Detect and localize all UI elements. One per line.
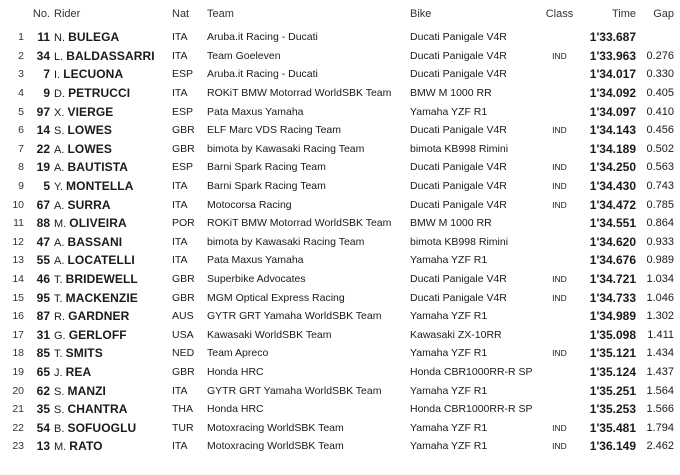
lap-time-cell: 1'34.472	[589, 197, 636, 212]
rider-number-cell: 97	[36, 104, 50, 119]
rider-initial: L.	[54, 50, 64, 63]
rider-initial: X.	[54, 106, 65, 119]
rider-number-cell: 55	[36, 253, 50, 268]
rider-cell	[54, 195, 172, 214]
bike-cell: Yamaha YZF R1	[410, 105, 488, 118]
bike-cell: Yamaha YZF R1	[410, 254, 488, 267]
header-team: Team	[207, 8, 234, 20]
gap-cell: 0.743	[646, 180, 674, 193]
table-row	[0, 84, 680, 103]
rider-cell	[54, 158, 172, 177]
position-cell: 1	[18, 31, 24, 44]
team-cell: bimota by Kawasaki Racing Team	[207, 142, 365, 155]
lap-time-cell: 1'35.124	[589, 364, 636, 379]
rider-initial: D.	[54, 88, 65, 101]
gap-cell: 0.989	[646, 254, 674, 267]
rider-surname: LOCATELLI	[67, 253, 135, 268]
rider-surname: LOWES	[67, 123, 112, 138]
nationality-cell: ITA	[172, 235, 188, 248]
class-cell: IND	[552, 125, 567, 136]
lap-time-cell: 1'33.963	[589, 48, 636, 63]
table-row	[0, 344, 680, 363]
gap-cell: 1.046	[646, 291, 674, 304]
header-no: No.	[32, 8, 50, 20]
rider-surname: BRIDEWELL	[65, 272, 138, 287]
rider-number-cell: 65	[36, 364, 50, 379]
team-cell: Barni Spark Racing Team	[207, 161, 326, 174]
gap-cell: 0.502	[646, 142, 674, 155]
rider-cell	[54, 177, 172, 196]
lap-time-cell: 1'34.676	[589, 253, 636, 268]
header-nat: Nat	[172, 8, 190, 20]
rider-number-cell: 87	[36, 309, 50, 324]
rider-surname: MANZI	[67, 383, 106, 398]
rider-number-cell: 19	[36, 160, 50, 175]
bike-cell: Yamaha YZF R1	[410, 347, 488, 360]
rider-cell	[54, 233, 172, 252]
team-cell: Honda HRC	[207, 403, 264, 416]
rider-number-cell: 22	[36, 141, 50, 156]
table-row	[0, 140, 680, 159]
table-row	[0, 437, 680, 456]
team-cell: Pata Maxus Yamaha	[207, 105, 304, 118]
bike-cell: Ducati Panigale V4R	[410, 180, 507, 193]
table-row	[0, 326, 680, 345]
rider-cell	[54, 28, 172, 47]
nationality-cell: GBR	[172, 124, 195, 137]
nationality-cell: GBR	[172, 273, 195, 286]
rider-number-cell: 34	[36, 48, 50, 63]
gap-cell: 1.794	[646, 421, 674, 434]
rider-cell	[54, 84, 172, 103]
rider-surname: MACKENZIE	[65, 290, 138, 305]
position-cell: 9	[18, 180, 24, 193]
header-rider: Rider	[54, 8, 81, 20]
class-cell: IND	[552, 199, 567, 210]
rider-initial: G.	[54, 329, 66, 342]
gap-cell: 0.864	[646, 217, 674, 230]
table-row	[0, 233, 680, 252]
nationality-cell: GBR	[172, 291, 195, 304]
position-cell: 4	[18, 87, 24, 100]
position-cell: 7	[18, 142, 24, 155]
gap-cell: 1.034	[646, 273, 674, 286]
lap-time-cell: 1'35.253	[589, 402, 636, 417]
class-cell	[541, 381, 578, 400]
position-cell: 2	[18, 49, 24, 62]
rider-initial: T.	[54, 274, 63, 287]
lap-time-cell: 1'34.250	[589, 160, 636, 175]
header-row	[0, 0, 680, 28]
team-cell: Pata Maxus Yamaha	[207, 254, 304, 267]
rider-surname: REA	[65, 364, 92, 379]
rider-initial: M.	[54, 441, 67, 454]
nationality-cell: GBR	[172, 365, 195, 378]
team-cell: Honda HRC	[207, 365, 264, 378]
class-cell	[541, 214, 578, 233]
nationality-cell: POR	[172, 217, 195, 230]
gap-cell: 0.405	[646, 87, 674, 100]
table-row	[0, 121, 680, 140]
team-cell: MGM Optical Express Racing	[207, 291, 345, 304]
class-cell: IND	[552, 274, 567, 285]
rider-initial: A.	[54, 236, 65, 249]
bike-cell: Honda CBR1000RR-R SP	[410, 365, 533, 378]
rider-surname: PETRUCCI	[68, 86, 131, 101]
bike-cell: Ducati Panigale V4R	[410, 31, 507, 44]
class-cell: IND	[552, 50, 567, 61]
team-cell: GYTR GRT Yamaha WorldSBK Team	[207, 384, 382, 397]
class-cell	[541, 307, 578, 326]
class-cell: IND	[552, 441, 567, 452]
team-cell: bimota by Kawasaki Racing Team	[207, 235, 365, 248]
table-row	[0, 28, 680, 47]
nationality-cell: THA	[172, 403, 193, 416]
lap-time-cell: 1'34.097	[589, 104, 636, 119]
rider-number-cell: 5	[43, 179, 50, 194]
gap-cell: 0.330	[646, 68, 674, 81]
table-row	[0, 102, 680, 121]
header-gap: Gap	[653, 8, 674, 20]
rider-surname: MONTELLA	[66, 179, 134, 194]
rider-number-cell: 95	[36, 290, 50, 305]
rider-surname: GARDNER	[68, 309, 130, 324]
rider-cell	[54, 418, 172, 437]
bike-cell: Ducati Panigale V4R	[410, 68, 507, 81]
table-row	[0, 177, 680, 196]
class-cell	[541, 28, 578, 47]
team-cell: Aruba.it Racing - Ducati	[207, 31, 318, 44]
nationality-cell: ITA	[172, 87, 188, 100]
lap-time-cell: 1'35.251	[589, 383, 636, 398]
lap-time-cell: 1'34.017	[589, 67, 636, 82]
team-cell: GYTR GRT Yamaha WorldSBK Team	[207, 310, 382, 323]
class-cell	[541, 140, 578, 159]
class-cell: IND	[552, 181, 567, 192]
rider-cell	[54, 47, 172, 66]
gap-cell: 1.302	[646, 310, 674, 323]
rider-cell	[54, 381, 172, 400]
rider-number-cell: 46	[36, 272, 50, 287]
gap-cell: 0.563	[646, 161, 674, 174]
nationality-cell: ESP	[172, 161, 194, 174]
nationality-cell: AUS	[172, 310, 194, 323]
rider-number-cell: 31	[36, 327, 50, 342]
position-cell: 22	[12, 421, 24, 434]
rider-number-cell: 67	[36, 197, 50, 212]
team-cell: Aruba.it Racing - Ducati	[207, 68, 318, 81]
nationality-cell: ITA	[172, 31, 188, 44]
position-cell: 10	[12, 198, 24, 211]
rider-cell	[54, 363, 172, 382]
header-class: Class	[545, 8, 574, 20]
position-cell: 16	[12, 310, 24, 323]
bike-cell: bimota KB998 Rimini	[410, 235, 509, 248]
position-cell: 3	[18, 68, 24, 81]
rider-number-cell: 13	[36, 439, 50, 454]
rider-number-cell: 88	[36, 216, 50, 231]
gap-cell: 0.933	[646, 235, 674, 248]
rider-initial: T.	[54, 348, 63, 361]
lap-time-cell: 1'34.620	[589, 234, 636, 249]
rider-surname: GERLOFF	[68, 327, 127, 342]
position-cell: 20	[12, 384, 24, 397]
rider-cell	[54, 326, 172, 345]
rider-initial: M.	[54, 218, 67, 231]
nationality-cell: ITA	[172, 254, 188, 267]
class-cell	[541, 326, 578, 345]
class-cell	[541, 400, 578, 419]
nationality-cell: ITA	[172, 440, 188, 453]
rider-initial: A.	[54, 143, 65, 156]
class-cell: IND	[552, 422, 567, 433]
position-cell: 18	[12, 347, 24, 360]
bike-cell: Yamaha YZF R1	[410, 384, 488, 397]
position-cell: 5	[18, 105, 24, 118]
class-cell	[541, 233, 578, 252]
bike-cell: Ducati Panigale V4R	[410, 161, 507, 174]
table-row	[0, 288, 680, 307]
class-cell	[541, 84, 578, 103]
lap-time-cell: 1'36.149	[589, 439, 636, 454]
table-row	[0, 363, 680, 382]
rider-number-cell: 7	[43, 67, 50, 82]
rider-surname: SURRA	[67, 197, 111, 212]
position-cell: 23	[12, 440, 24, 453]
gap-cell: 0.410	[646, 105, 674, 118]
header-pos	[0, 0, 28, 28]
rider-cell	[54, 251, 172, 270]
rider-surname: LOWES	[67, 141, 112, 156]
gap-cell: 0.456	[646, 124, 674, 137]
lap-time-cell: 1'34.189	[589, 141, 636, 156]
nationality-cell: ESP	[172, 105, 194, 118]
rider-cell	[54, 121, 172, 140]
header-time: Time	[611, 8, 636, 20]
nationality-cell: ITA	[172, 384, 188, 397]
bike-cell: Ducati Panigale V4R	[410, 198, 507, 211]
rider-number-cell: 35	[36, 402, 50, 417]
rider-surname: CHANTRA	[67, 402, 128, 417]
team-cell: Motoxracing WorldSBK Team	[207, 440, 344, 453]
rider-initial: B.	[54, 422, 65, 435]
lap-time-cell: 1'34.092	[589, 86, 636, 101]
rider-surname: LECUONA	[63, 67, 124, 82]
bike-cell: Yamaha YZF R1	[410, 310, 488, 323]
table-row	[0, 195, 680, 214]
table-row	[0, 251, 680, 270]
table-row	[0, 214, 680, 233]
nationality-cell: ESP	[172, 68, 194, 81]
nationality-cell: TUR	[172, 421, 194, 434]
rider-surname: BALDASSARRI	[66, 48, 155, 63]
lap-time-cell: 1'35.098	[589, 327, 636, 342]
gap-cell: 0.276	[646, 49, 674, 62]
team-cell: Barni Spark Racing Team	[207, 180, 326, 193]
rider-cell	[54, 214, 172, 233]
rider-cell	[54, 344, 172, 363]
rider-cell	[54, 102, 172, 121]
rider-initial: A.	[54, 199, 65, 212]
team-cell: Superbike Advocates	[207, 273, 306, 286]
rider-cell	[54, 288, 172, 307]
rider-surname: SMITS	[65, 346, 103, 361]
rider-surname: BASSANI	[67, 234, 123, 249]
table-row	[0, 270, 680, 289]
gap-cell: 1.434	[646, 347, 674, 360]
bike-cell: bimota KB998 Rimini	[410, 142, 509, 155]
class-cell	[541, 363, 578, 382]
rider-surname: SOFUOGLU	[67, 420, 137, 435]
class-cell: IND	[552, 162, 567, 173]
rider-cell	[54, 270, 172, 289]
rider-number-cell: 47	[36, 234, 50, 249]
gap-cell: 1.564	[646, 384, 674, 397]
team-cell: ELF Marc VDS Racing Team	[207, 124, 342, 137]
bike-cell: Ducati Panigale V4R	[410, 273, 507, 286]
nationality-cell: ITA	[172, 49, 188, 62]
rider-number-cell: 14	[36, 123, 50, 138]
position-cell: 14	[12, 273, 24, 286]
nationality-cell: NED	[172, 347, 195, 360]
rider-initial: T.	[54, 292, 63, 305]
class-cell: IND	[552, 348, 567, 359]
class-cell	[541, 65, 578, 84]
lap-time-cell: 1'34.989	[589, 309, 636, 324]
header-bike: Bike	[410, 8, 432, 20]
team-cell: Team Goeleven	[207, 49, 281, 62]
position-cell: 21	[12, 403, 24, 416]
bike-cell: Ducati Panigale V4R	[410, 49, 507, 62]
gap-cell: 1.411	[647, 328, 674, 341]
bike-cell: BMW M 1000 RR	[410, 217, 492, 230]
position-cell: 13	[12, 254, 24, 267]
table-row	[0, 65, 680, 84]
gap-cell: 1.437	[646, 365, 674, 378]
lap-time-cell: 1'35.121	[589, 346, 636, 361]
lap-time-cell: 1'34.551	[589, 216, 636, 231]
lap-time-cell: 1'34.430	[589, 179, 636, 194]
team-cell: ROKiT BMW Motorrad WorldSBK Team	[207, 87, 392, 100]
position-cell: 19	[12, 365, 24, 378]
table-row	[0, 400, 680, 419]
rider-number-cell: 54	[36, 420, 50, 435]
gap-cell: 2.462	[646, 440, 674, 453]
rider-number-cell: 62	[36, 383, 50, 398]
rider-number-cell: 85	[36, 346, 50, 361]
team-cell: ROKiT BMW Motorrad WorldSBK Team	[207, 217, 392, 230]
position-cell: 8	[18, 161, 24, 174]
rider-number-cell: 11	[37, 30, 50, 45]
rider-initial: S.	[54, 404, 65, 417]
bike-cell: Ducati Panigale V4R	[410, 291, 507, 304]
team-cell: Motocorsa Racing	[207, 198, 292, 211]
rider-cell	[54, 437, 172, 456]
gap-cell: 1.566	[646, 403, 674, 416]
nationality-cell: GBR	[172, 142, 195, 155]
table-row	[0, 418, 680, 437]
bike-cell: Kawasaki ZX-10RR	[410, 328, 502, 341]
rider-initial: J.	[54, 366, 63, 379]
rider-surname: OLIVEIRA	[69, 216, 127, 231]
rider-surname: BULEGA	[68, 30, 120, 45]
rider-number-cell: 9	[43, 86, 50, 101]
class-cell: IND	[552, 292, 567, 303]
bike-cell: Yamaha YZF R1	[410, 421, 488, 434]
rider-cell	[54, 307, 172, 326]
lap-time-cell: 1'35.481	[589, 420, 636, 435]
class-cell	[541, 102, 578, 121]
rider-initial: S.	[54, 385, 65, 398]
nationality-cell: ITA	[172, 180, 188, 193]
position-cell: 11	[13, 217, 24, 230]
rider-cell	[54, 65, 172, 84]
bike-cell: Honda CBR1000RR-R SP	[410, 403, 533, 416]
rider-initial: I.	[54, 69, 61, 82]
table-row	[0, 307, 680, 326]
results-body	[0, 28, 680, 456]
table-row	[0, 47, 680, 66]
rider-cell	[54, 140, 172, 159]
table-row	[0, 158, 680, 177]
bike-cell: Yamaha YZF R1	[410, 440, 488, 453]
team-cell: Kawasaki WorldSBK Team	[207, 328, 332, 341]
position-cell: 6	[18, 124, 24, 137]
lap-time-cell: 1'34.143	[589, 123, 636, 138]
rider-initial: N.	[54, 32, 65, 45]
table-row	[0, 381, 680, 400]
lap-time-cell: 1'34.733	[589, 290, 636, 305]
rider-initial: R.	[54, 311, 65, 324]
bike-cell: Ducati Panigale V4R	[410, 124, 507, 137]
rider-surname: VIERGE	[67, 104, 114, 119]
lap-time-cell: 1'33.687	[589, 30, 636, 45]
team-cell: Motoxracing WorldSBK Team	[207, 421, 344, 434]
gap-cell	[638, 28, 680, 47]
rider-cell	[54, 400, 172, 419]
rider-surname: RATO	[69, 439, 103, 454]
position-cell: 15	[12, 291, 24, 304]
nationality-cell: ITA	[172, 198, 188, 211]
position-cell: 17	[12, 328, 24, 341]
team-cell: Team Apreco	[207, 347, 269, 360]
nationality-cell: USA	[172, 328, 194, 341]
position-cell: 12	[12, 235, 24, 248]
bike-cell: BMW M 1000 RR	[410, 87, 492, 100]
rider-surname: BAUTISTA	[67, 160, 129, 175]
class-cell	[541, 251, 578, 270]
rider-initial: S.	[54, 125, 65, 138]
lap-time-cell: 1'34.721	[589, 272, 636, 287]
rider-initial: A.	[54, 162, 65, 175]
rider-initial: A.	[54, 255, 65, 268]
rider-initial: Y.	[54, 181, 63, 194]
gap-cell: 0.785	[646, 198, 674, 211]
